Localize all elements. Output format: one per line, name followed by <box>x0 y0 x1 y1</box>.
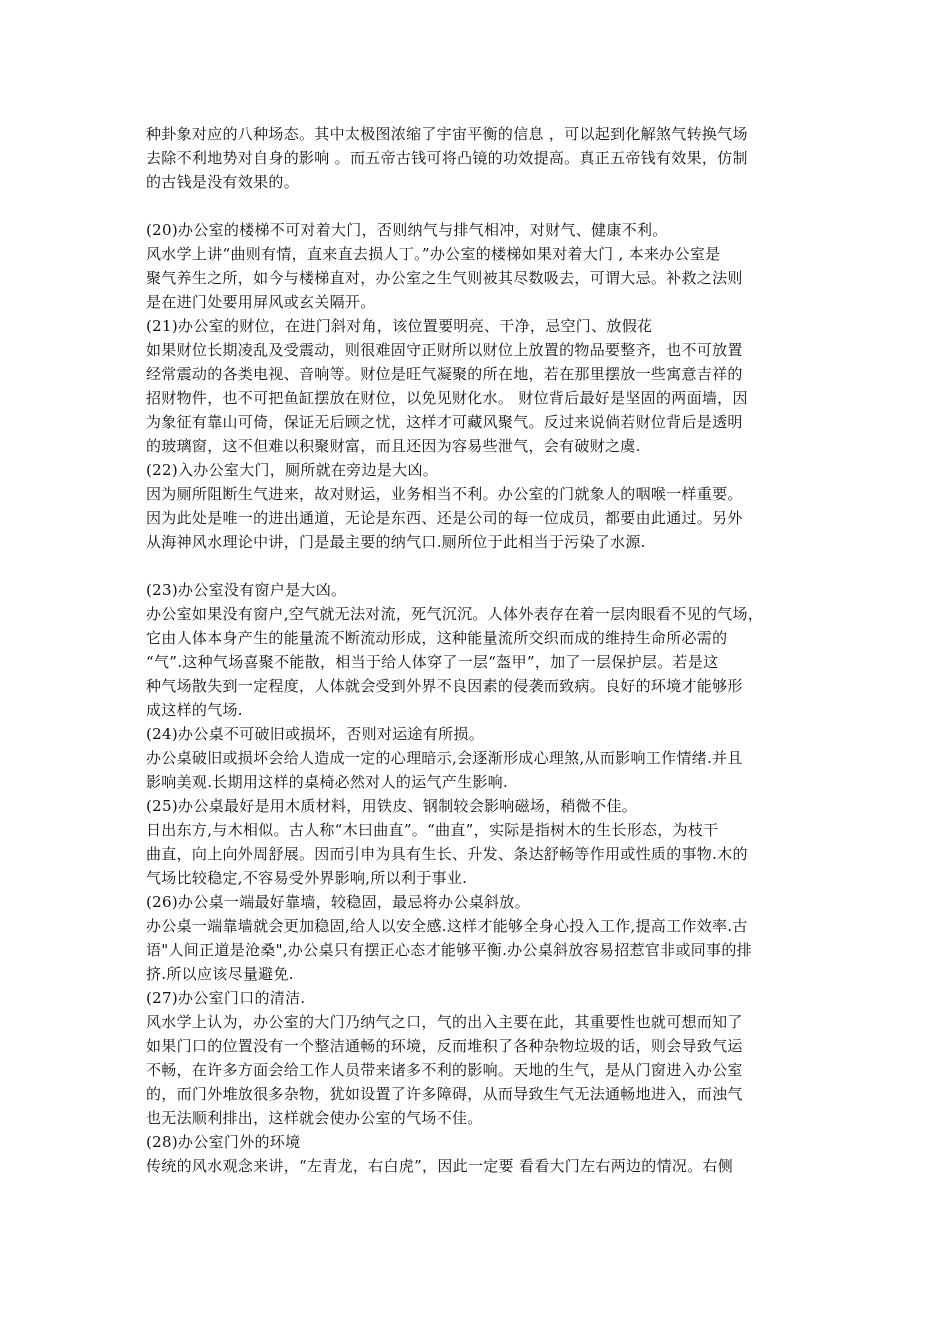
text-line: 聚气养生之所，如今与楼梯直对，办公室之生气则被其尽数吸去，可谓大忌。补救之法则 <box>146 269 743 287</box>
text-line: 因为此处是唯一的进出通道，无论是东西、还是公司的每一位成员，都要由此通过。另外 <box>146 509 743 527</box>
text-line: 影响美观.长期用这样的桌椅必然对人的运气产生影响. <box>146 773 509 791</box>
text-line: 办公桌一端靠墙就会更加稳固,给人以安全感.这样才能够全身心投入工作,提高工作效率.古 <box>146 917 748 935</box>
text-line: 种气场散失到一定程度，人体就会受到外界不良因素的侵袭而致病。良好的环境才能够形 <box>146 677 743 695</box>
text-line: 如果门口的位置没有一个整洁通畅的环境，反而堆积了各种杂物垃圾的话，则会导致气运 <box>146 1037 743 1055</box>
text-line: 不畅，在许多方面会给工作人员带来诸多不利的影响。天地的生气，是从门窗进入办公室 <box>146 1061 743 1079</box>
blank-line <box>146 194 814 218</box>
text-line: (27)办公室门口的清洁. <box>146 989 306 1007</box>
text-line: 曲直，向上向外周舒展。因而引申为具有生长、升发、条达舒畅等作用或性质的事物.木的 <box>146 845 748 863</box>
text-line: 语"人间正道是沧桑",办公桌只有摆正心态才能够平衡.办公桌斜放容易招惹官非或同事的排 <box>146 941 752 959</box>
text-line: 挤.所以应该尽量避免. <box>146 965 294 983</box>
text-line: (20)办公室的楼梯不可对着大门，否则纳气与排气相冲，对财气、健康不利。 <box>146 221 668 239</box>
text-line: 招财物件，也不可把鱼缸摆放在财位，以免见财化水。 财位背后最好是坚固的两面墙，因 <box>146 389 748 407</box>
text-line: 种卦象对应的八种场态。其中太极图浓缩了宇宙平衡的信息 ，可以起到化解煞气转换气场 <box>146 125 748 143</box>
text-line: (25)办公桌最好是用木质材料，用铁皮、钢制较会影响磁场，稍微不佳。 <box>146 797 637 815</box>
text-line: 风水学上讲“曲则有情，直来直去损人丁。”办公室的楼梯如果对着大门 , 本来办公室是 <box>146 245 721 263</box>
text-line: 去除不利地势对自身的影响 。而五帝古钱可将凸镜的功效提高。真正五帝钱有效果，仿制 <box>146 149 748 167</box>
text-line: (21)办公室的财位，在进门斜对角，该位置要明亮、干净，忌空门、放假花 <box>146 317 653 335</box>
text-line: 它由人体本身产生的能量流不断流动形成，这种能量流所交织而成的维持生命所必需的 <box>146 629 728 647</box>
text-line: (22)入办公室大门，厕所就在旁边是大凶。 <box>146 461 439 479</box>
text-line: 的，而门外堆放很多杂物，犹如设置了许多障碍，从而导致生气无法通畅地进入，而浊气 <box>146 1085 743 1103</box>
text-line: (24)办公桌不可破旧或损坏，否则对运途有所损。 <box>146 725 484 743</box>
text-line: 传统的风水观念来讲，“左青龙，右白虎”，因此一定要 看看大门左右两边的情况。右侧 <box>146 1157 734 1175</box>
text-line: 的玻璃窗，这不但难以积聚财富，而且还因为容易些泄气，会有破财之虞. <box>146 437 641 455</box>
text-line: 如果财位长期凌乱及受震动，则很难固守正财所以财位上放置的物品要整齐，也不可放置 <box>146 341 743 359</box>
text-line: 办公室如果没有窗户,空气就无法对流，死气沉沉。人体外表存在着一层肉眼看不见的气场， <box>146 605 764 623</box>
text-line: 日出东方,与木相似。古人称“木曰曲直”。“曲直”，实际是指树木的生长形态，为枝干 <box>146 821 719 839</box>
text-line: 的古钱是没有效果的。 <box>146 173 300 191</box>
text-line: 成这样的气场. <box>146 701 243 719</box>
text-line: 从海神风水理论中讲，门是最主要的纳气口.厕所位于此相当于污染了水源. <box>146 533 646 551</box>
text-line: (26)办公桌一端最好靠墙，较稳固，最忌将办公桌斜放。 <box>146 893 530 911</box>
text-line: 也无法顺利排出，这样就会使办公室的气场不佳。 <box>146 1109 483 1127</box>
blank-line <box>146 554 814 578</box>
text-line: 是在进门处要用屏风或玄关隔开。 <box>146 293 376 311</box>
text-line: “气”.这种气场喜聚不能散，相当于给人体穿了一层“盔甲”，加了一层保护层。若是这 <box>146 653 719 671</box>
text-line: 风水学上认为，办公室的大门乃纳气之口，气的出入主要在此，其重要性也就可想而知了 <box>146 1013 743 1031</box>
text-line: (28)办公室门外的环境 <box>146 1133 301 1151</box>
document-page <box>146 122 814 1178</box>
text-line: (23)办公室没有窗户是大凶。 <box>146 581 347 599</box>
text-line: 经常震动的各类电视、音响等。财位是旺气凝聚的所在地，若在那里摆放一些寓意吉祥的 <box>146 365 743 383</box>
text-line: 为象征有靠山可倚，保证无后顾之忧，这样才可藏风聚气。反过来说倘若财位背后是透明 <box>146 413 743 431</box>
text-line: 办公桌破旧或损坏会给人造成一定的心理暗示,会逐渐形成心理煞,从而影响工作情绪.并且 <box>146 749 743 767</box>
text-line: 因为厕所阻断生气进来，故对财运，业务相当不利。办公室的门就象人的咽喉一样重要。 <box>146 485 743 503</box>
text-line: 气场比较稳定,不容易受外界影响,所以利于事业. <box>146 869 468 887</box>
